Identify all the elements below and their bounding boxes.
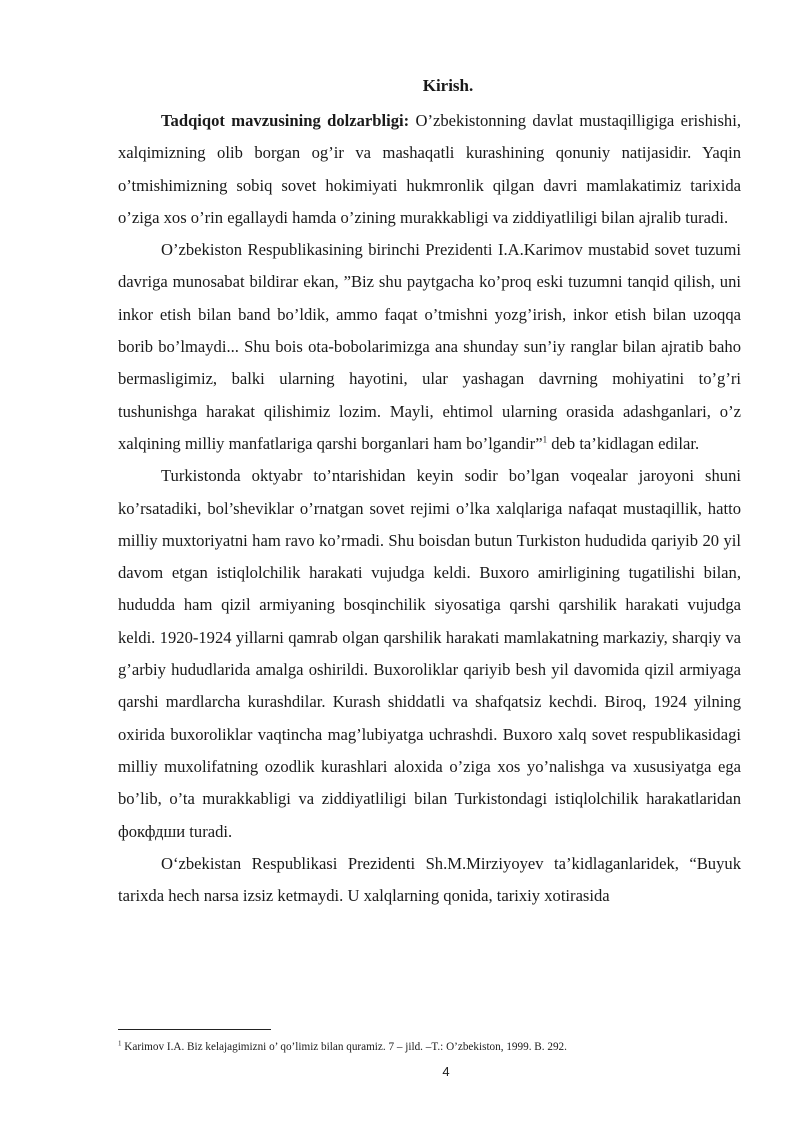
paragraph-text: O‘zbekistan Respublikasi Prezidenti Sh.M.Mirziyoyev ta’kidlaganlaridek, “Buyuk tarixda hech narsa izsiz ketmaydi. U xalqlarning qonida, tarixiy xotirasida: [118, 853, 741, 906]
paragraph-text: O’zbekistonning davlat mustaqilligiga erishishi, xalqimizning olib borgan og’ir va mashaqatli kurashining qonuniy natijasidir. Yaqin o’tmishimizning sobiq sovet hokimiyati hukmronlik qilgan davri mamlakatimiz tarixida o’ziga xos o’rin egallaydi hamda o’zining murakkabligi va ziddiyatliligi bilan ajralib turadi.: [118, 111, 741, 227]
footnote: [118, 1040, 748, 1054]
paragraph-text-after: deb ta’kidlagan edilar.: [547, 433, 700, 453]
footnote-reference[interactable]: 1: [542, 434, 548, 445]
paragraph-lead: Tadqiqot mavzusining dolzarbligi:: [161, 111, 410, 130]
page-number: 4: [442, 1064, 450, 1079]
body-text: [118, 105, 741, 912]
paragraph-2: [118, 234, 741, 460]
paragraph-text: Turkistonda oktyabr to’ntarishidan keyin sodir bo’lgan voqealar jaroyoni shuni ko’rsatadiki, bol’sheviklar o’rnatgan sovet rejimi o’lka xalqlariga nafaqat mustaqillik, hatto milliy muxtoriyatni ham ravo ko’rmadi. Shu boisdan butun Turkiston hududida qariyib 20 yil davom etgan istiqlolchilik harakati vujudga keldi. Buxoro amirligining tugatilishi bilan, hududda ham qizil armiyaning bosqinchilik siyosatiga qarshi qarshilik harakati vujudga keldi. 1920-1924 yillarni qamrab olgan qarshilik harakati mamlakatning markaziy, sharqiy va g’arbiy hududlarida amalga oshirildi. Buxoroliklar qariyib besh yil davomida qizil armiyaga qarshi mardlarcha kurashdilar. Kurash shiddatli va shafqatsiz kechdi. Biroq, 1924 yilning oxirida buxoroliklar vaqtincha mag’lubiyatga uchrashdi. Buxoro xalq sovet respublikasidagi milliy muxolifatning ozodlik kurashlari aloxida o’ziga xos yo’nalishga va xususiyatga ega bo’lib, o’ta murakkabligi va ziddiyatliligi bilan Turkistondagi istiqlolchilik harakatlaridan фокфдши turadi.: [118, 466, 741, 841]
footnote-text: Karimov I.A. Biz kelajagimizni o’ qo’limiz bilan quramiz. 7 – jild. –T.: O’zbekiston, 1999. B. 292.: [121, 1041, 567, 1053]
paragraph-3: [118, 460, 741, 848]
paragraph-text: O’zbekiston Respublikasining birinchi Prezidenti I.A.Karimov mustabid sovet tuzumi davriga munosabat bildirar ekan, ”Biz shu paytgacha ko’proq eski tuzumni tanqid qilish, uni inkor etish bilan band bo’ldik, ammo faqat o’tmishni yozg’irish, inkor etish bilan uzoqqa borib bo’lmaydi... Shu bois ota-bobolarimizga ana shunday sun’iy ranglar bilan ajratib baho bermasligimiz, balki ularning hayotini, ular yashagan davrning mohiyatini to’g’ri tushunishga harakat qilishimiz lozim. Mayli, ehtimol ularning orasida adashganlari, o’z xalqining milliy manfatlariga qarshi borganlari ham bo’lgandir”: [118, 240, 741, 453]
section-title: Kirish.: [422, 76, 474, 95]
footnote-separator: [118, 1029, 271, 1030]
paragraph-4: [118, 848, 741, 913]
footnote-number: 1: [118, 1039, 122, 1048]
paragraph-1: [118, 105, 741, 234]
